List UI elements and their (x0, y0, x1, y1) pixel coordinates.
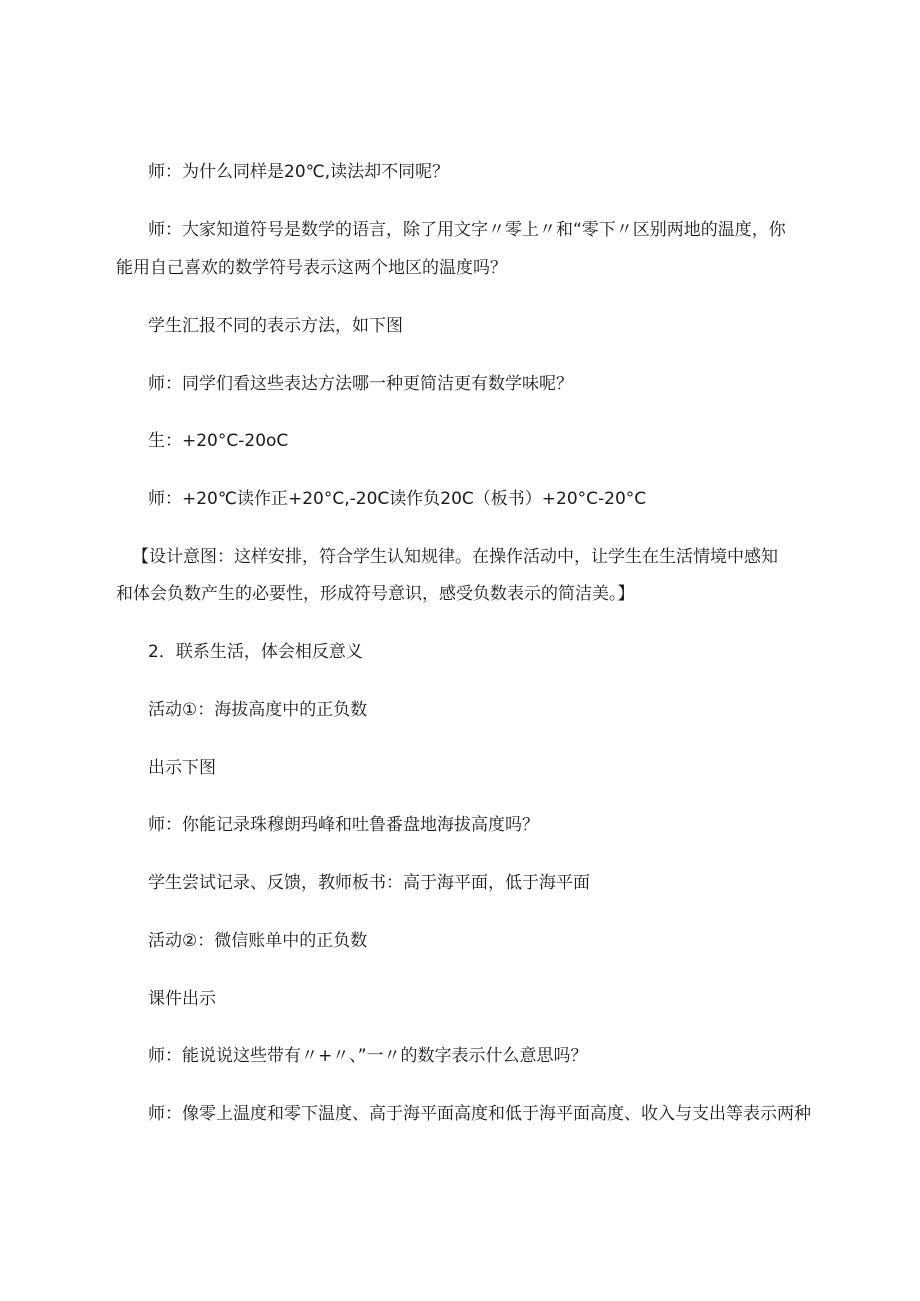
section-heading-2: 2．联系生活，体会相反意义 (148, 642, 363, 662)
paragraph-design-intent-line1: 【设计意图：这样安排，符合学生认知规律。在操作活动中，让学生在生活情境中感知 (132, 547, 778, 567)
paragraph-activity-2: 活动②：微信账单中的正负数 (148, 931, 368, 951)
paragraph-teacher-summary: 师：像零上温度和零下温度、高于海平面高度和低于海平面高度、收入与支出等表示两种 (148, 1104, 811, 1124)
paragraph-teacher-question-20c: 师：为什么同样是20℃,读法却不同呢？ (148, 162, 450, 182)
paragraph-teacher-which-simpler: 师：同学们看这些表达方法哪一种更简洁更有数学味呢？ (148, 374, 573, 394)
paragraph-student-report: 学生汇报不同的表示方法，如下图 (148, 316, 403, 336)
paragraph-teacher-reading: 师：+20℃读作正+20°C,-20C读作负20C（板书）+20°C-20°C (148, 489, 647, 509)
paragraph-teacher-symbols-line2: 能用自己喜欢的数学符号表示这两个地区的温度吗？ (116, 258, 507, 278)
paragraph-teacher-signs: 师：能说说这些带有〃+〃、”一〃的数字表示什么意思吗？ (148, 1046, 588, 1066)
paragraph-show-figure: 出示下图 (148, 758, 216, 778)
paragraph-student-record: 学生尝试记录、反馈，教师板书：高于海平面，低于海平面 (148, 873, 590, 893)
paragraph-student-answer: 生：+20°C-20oC (148, 431, 289, 451)
paragraph-teacher-symbols-line1: 师：大家知道符号是数学的语言，除了用文字〃零上〃和“零下〃区别两地的温度，你 (148, 220, 786, 240)
paragraph-activity-1: 活动①：海拔高度中的正负数 (148, 700, 368, 720)
paragraph-design-intent-line2: 和体会负数产生的必要性，形成符号意识，感受负数表示的简洁美。】 (116, 584, 635, 604)
paragraph-teacher-altitude: 师：你能记录珠穆朗玛峰和吐鲁番盘地海拔高度吗？ (148, 815, 539, 835)
paragraph-courseware: 课件出示 (148, 989, 216, 1009)
